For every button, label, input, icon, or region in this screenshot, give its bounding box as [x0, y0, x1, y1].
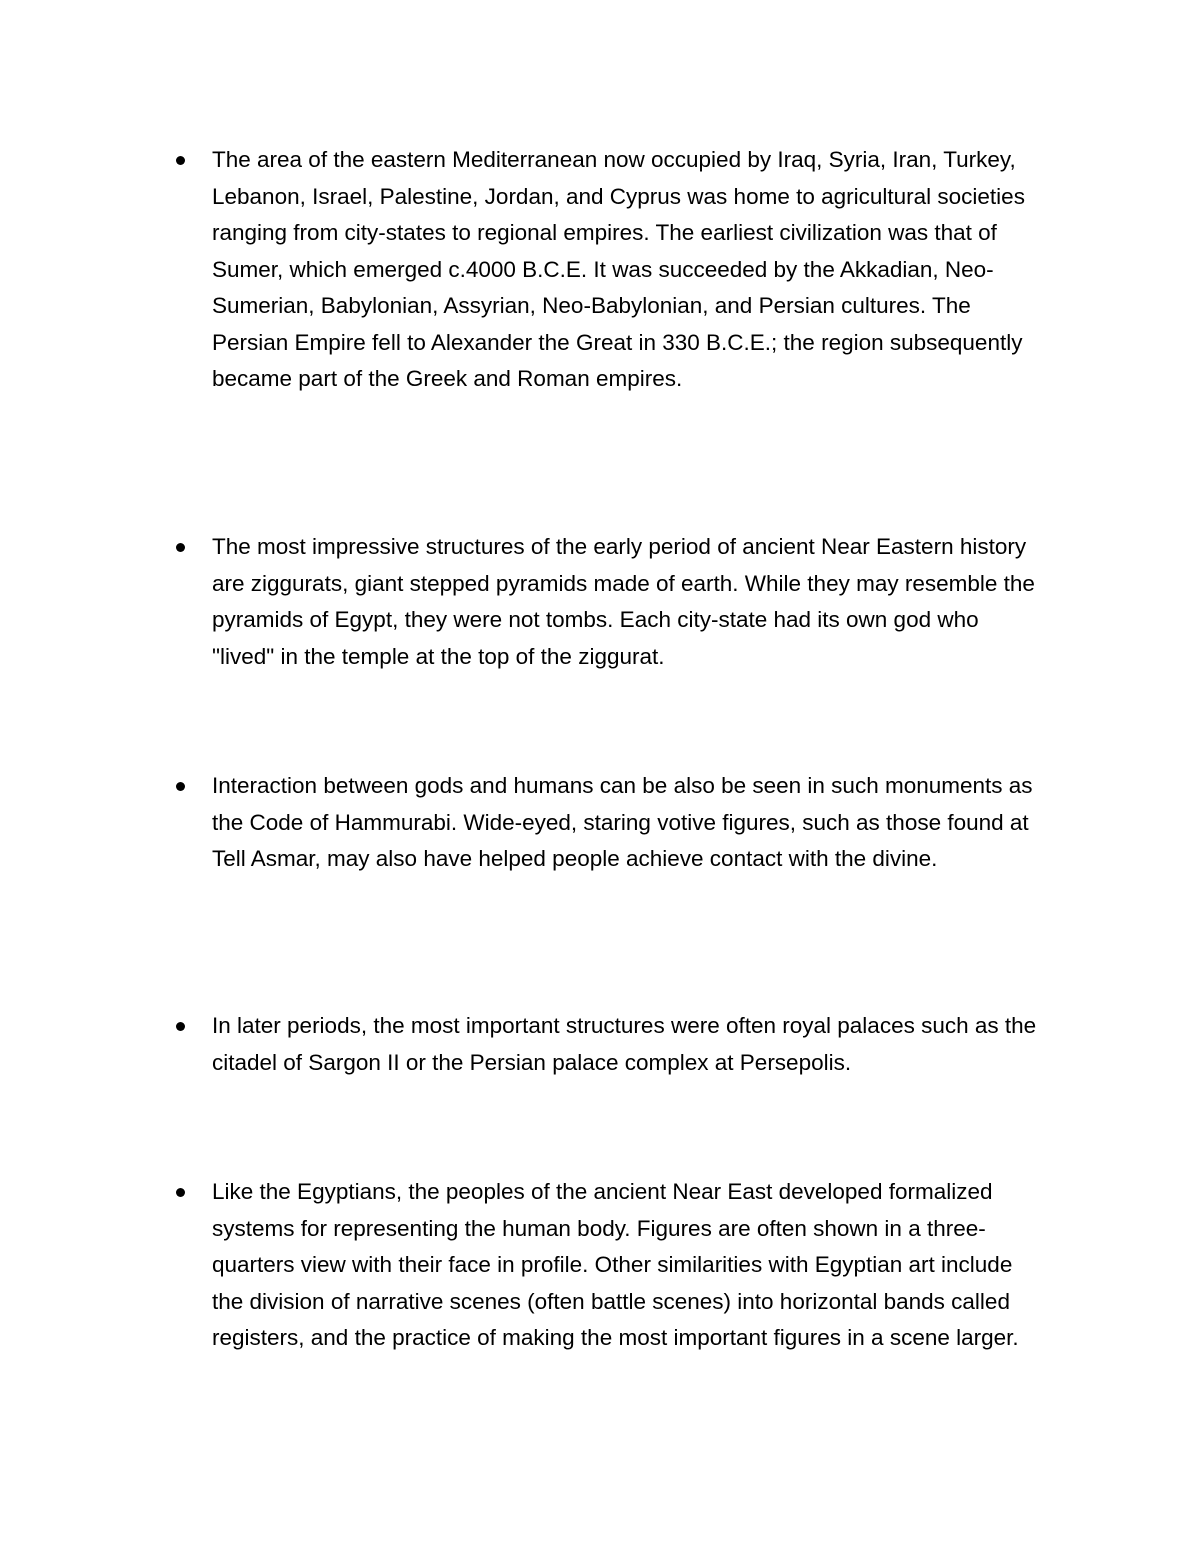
- bullet-icon: [176, 1188, 185, 1197]
- bullet-icon: [176, 156, 185, 165]
- bullet-text: Like the Egyptians, the peoples of the ancient Near East developed formalized systems for representing the human body. Figures are often shown in a three-quarters view with their face in profile. Other similarities with Egyptian art include the division of narrative scenes (often battle scenes) into horizontal bands called registers, and the practice of making the most important figures in a scene larger.: [212, 1179, 1019, 1350]
- bullet-text: The most impressive structures of the early period of ancient Near Eastern history are ziggurats, giant stepped pyramids made of earth. While they may resemble the pyramids of Egypt, they were not tombs. Each city-state had its own god who "lived" in the temple at the top of the ziggurat.: [212, 534, 1035, 669]
- bullet-icon: [176, 782, 185, 791]
- bullet-text: In later periods, the most important structures were often royal palaces such as the citadel of Sargon II or the Persian palace complex at Persepolis.: [212, 1013, 1037, 1075]
- bullet-text: The area of the eastern Mediterranean now occupied by Iraq, Syria, Iran, Turkey, Lebanon, Israel, Palestine, Jordan, and Cyprus was home to agricultural societies ranging from city-states to regional empires. The earliest civilization was that of Sumer, which emerged c.4000 B.C.E. It was succeeded by the Akkadian, Neo-Sumerian, Babylonian, Assyrian, Neo-Babylonian, and Persian cultures. The Persian Empire fell to Alexander the Great in 330 B.C.E.; the region subsequently became part of the Greek and Roman empires.: [212, 147, 1025, 391]
- bullet-icon: [176, 1022, 185, 1031]
- bullet-icon: [176, 543, 185, 552]
- bullet-text: Interaction between gods and humans can be also be seen in such monuments as the Code of Hammurabi. Wide-eyed, staring votive figures, such as those found at Tell Asmar, may also have helped people achieve contact with the divine.: [212, 773, 1033, 871]
